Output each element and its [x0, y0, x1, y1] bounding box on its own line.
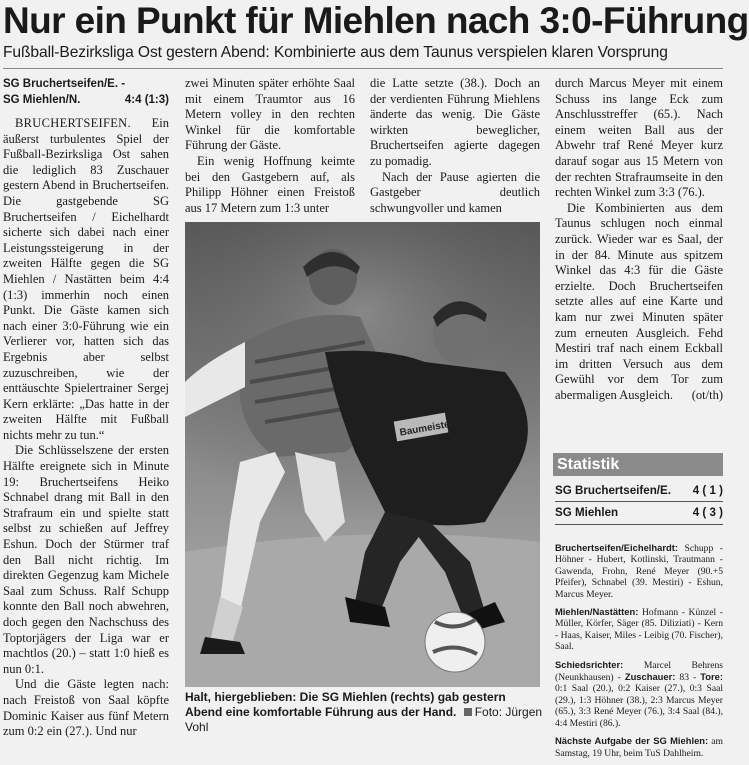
article-paragraph [3, 116, 169, 443]
next-fixture-label: Nächste Aufgabe der SG Miehlen: [555, 735, 709, 747]
lineup-home [555, 542, 723, 600]
result-box [3, 76, 169, 108]
article-paragraph: Und die Gäste legten nach: nach Freistoß von Saal köpfte Dominic Kaiser aus fünf Metern zum 0:2 ein (27.). Und nur [3, 677, 169, 739]
photo-caption [185, 690, 545, 735]
statistik-row-home [555, 483, 723, 499]
article-paragraph: durch Marcus Meyer mit einem Schuss ins lange Eck zum Anschlusstreffer (65.). Nach einem weiten Ball aus der Abwehr traf René Meyer kurz darauf sogar aus 15 Metern von der rechten Strafraumseite in den rechten Winkel zum 3:3 (76.). [555, 76, 723, 200]
match-facts [555, 659, 723, 729]
spectators-label: Zuschauer: [624, 671, 676, 683]
lineup-away-players: Hofmann - Künzel - Müller, Körfer, Säger (85. Diliziati) - Kern - Haas, Kaiser, Miles - Leibig (70. Fischer), Saal. [555, 607, 723, 653]
next-fixture [555, 735, 723, 759]
goals: 0:1 Saal (20.), 0:2 Kaiser (27.), 0:3 Saal (29.), 1:3 Höhner (38.), 2:3 Marcus Meyer (65.), 3:3 René Meyer (76.), 3:4 Saal (84.), 4:4 Mestiri (86.). [555, 683, 723, 729]
statistik-team: SG Bruchertseifen/E. [555, 484, 671, 497]
headline: Nur ein Punkt für Miehlen nach 3:0-Führung [3, 0, 749, 41]
headline-rule [3, 68, 723, 69]
subheadline: Fußball-Bezirksliga Ost gestern Abend: Kombinierte aus dem Taunus verspielen klaren Vorsprung [3, 44, 668, 61]
referee: Marcel Behrens (Neunkhausen) - [555, 659, 723, 684]
article-text: Ein äußerst turbulentes Spiel der Fußball-Bezirksliga Ost sahen die lediglich 83 Zuschauer gestern Abend in Bruchertseifen. Die gastgebende SG Bruchertseifen / Eichelhardt sicherte sich dabei nach einer Leistungssteigerung in der zweiten Hälfte gegen die SG Miehlen / Nastätten beim 4:4 (1:3) immerhin noch einen Punkt. Die Gäste kamen sich nach einer 3:0-Führung wie ein Verlierer vor, hatten sich das Ergebnis aber selbst zuzuschreiben, wie der enttäuschte Spielertrainer Sergej Kern erklärte: „Das hatte in der zweiten Hälfte mit Fußball nichts mehr zu tun.“ [3, 116, 169, 442]
jersey-sponsor: Baumeister [398, 418, 455, 439]
match-photo [185, 222, 540, 687]
spectators: 83 - [675, 672, 701, 684]
article-paragraph: Ein wenig Hoffnung keimte bei den Gastgebern auf, als Philipp Höhner einen Freistoß aus 17 Metern zum 1:3 unter [185, 153, 355, 215]
author-initials: (ot/th) [691, 387, 723, 402]
statistik-row-away [555, 505, 723, 521]
article-paragraph: zwei Minuten später erhöhte Saal mit einem Traumtor aus 16 Metern volley in den rechten Winkel für die komfortable Führung der Gäste. [185, 76, 355, 153]
statistik-score: 4 ( 3 ) [692, 506, 723, 519]
article-paragraph: die Latte setzte (38.). Doch an der verdienten Führung Miehlens änderte das wenig. Die Gäste wirkten beweglicher, Bruchertseifen agierte dagegen zu pomadig. [370, 76, 540, 168]
article-column-2 [185, 76, 355, 216]
goals-label: Tore: [700, 671, 723, 683]
result-score: 4:4 (1:3) [124, 94, 169, 106]
lineup-home-players: Schupp - Höhner - Hubert, Kotlinski, Trautmann - Gawenda, Frohn, René Meyer (90.+5 Pfeifer), Schnabel (39. Mestiri) - Eshun, Marcus Meyer. [555, 543, 723, 600]
lineup-away-label: Miehlen/Nastätten: [555, 606, 639, 618]
lineup-home-label: Bruchertseifen/Eichelhardt: [555, 542, 678, 553]
statistik-divider [555, 524, 723, 525]
article-text: Die Kombinierten aus dem Taunus schlugen noch einmal zurück. Wieder war es Saal, der in der 84. Minute aus spitzem Winkel das 4:3 für die Gäste erzielte. Doch Bruchertseifen setzte alles auf eine Karte und kam nur zwei Minuten später zum erneuten Ausgleich. Fehd Mestiri traf nach einem Eckball im dritten Versuch aus dem Gewühl vor dem Tor zum abermaligen Ausgleich. [555, 200, 723, 402]
next-fixture-text: am Samstag, 19 Uhr, beim TuS Dahlheim. [555, 736, 723, 759]
statistik-header: Statistik [553, 453, 723, 476]
dateline: BRUCHERTSEIFEN. [15, 116, 131, 130]
football-players-image [185, 222, 540, 687]
referee-label: Schiedsrichter: [555, 658, 624, 670]
article-column-3 [370, 76, 540, 216]
caption-text: Halt, hiergeblieben: Die SG Miehlen (rechts) gab gestern Abend eine komfortable Führung aus der Hand. [185, 690, 506, 719]
article-column-1 [3, 76, 169, 739]
result-home-team: SG Bruchertseifen/E. - [3, 78, 126, 90]
statistik-divider [555, 501, 723, 502]
article-paragraph [555, 201, 723, 404]
article-paragraph: Nach der Pause agierten die Gastgeber deutlich schwungvoller und kamen [370, 169, 540, 215]
photo-credit-marker [464, 708, 472, 716]
photo-credit: Foto: Jürgen Vohl [185, 705, 543, 734]
lineup-away [555, 606, 723, 653]
result-away-team: SG Miehlen/N. [3, 94, 81, 106]
statistik-team: SG Miehlen [555, 506, 619, 519]
article-paragraph: Die Schlüsselszene der ersten Hälfte ereignete sich in Minute 19: Bruchertseifens Heiko Schnabel drang mit Ball in den Strafraum ein und spielte statt selbst zu schießen auf Jeffrey Eshun. Doch der Stürmer traf den Ball nicht richtig. Im direkten Gegenzug kam Michele Saal zum Schuss. Ralf Schupp konnte den Ball noch abwehren, doch gegen den Nachschuss des Toptorjägers der Liga war er machtlos (20.) – statt 1:0 hieß es nun 0:1. [3, 443, 169, 676]
article-column-4 [555, 76, 723, 446]
statistik-score: 4 ( 1 ) [692, 484, 723, 497]
match-details [555, 542, 723, 765]
